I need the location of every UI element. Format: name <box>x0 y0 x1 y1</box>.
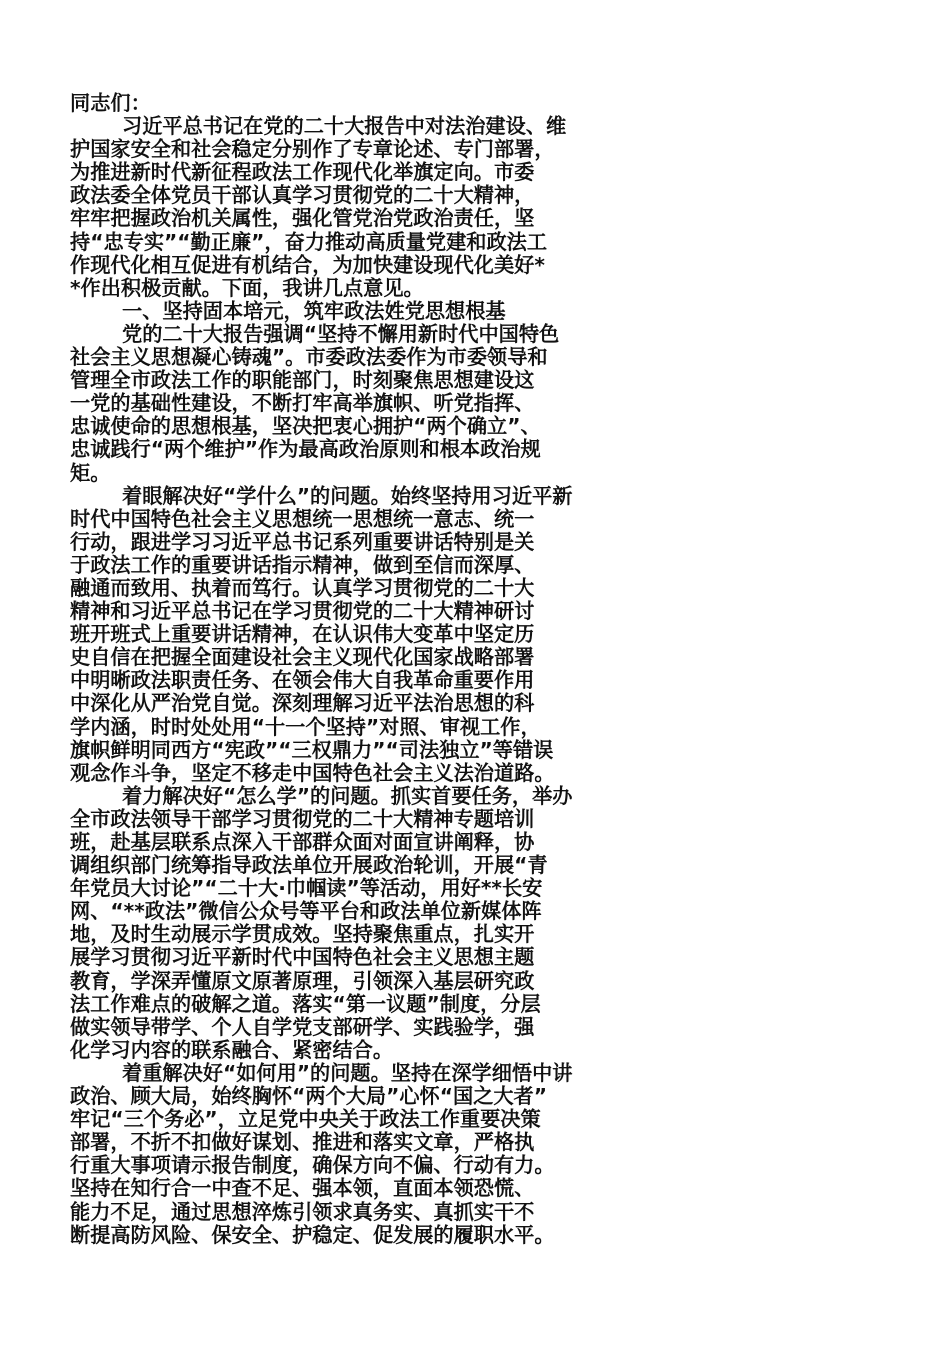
text-line: 政法委全体党员干部认真学习贯彻党的二十大精神， <box>70 183 535 208</box>
text-line: 能力不足，通过思想淬炼引领求真务实、真抓实干不 <box>70 1199 535 1224</box>
text-line: 学内涵，时时处处用“十一个坚持”对照、审视工作， <box>70 714 541 739</box>
text-line: 断提高防风险、保安全、护稳定、促发展的履职水平。 <box>70 1222 555 1247</box>
text-line: 地，及时生动展示学贯成效。坚持聚焦重点，扎实开 <box>70 922 535 947</box>
text-line: 年党员大讨论”“二十大·巾帼读”等活动，用好**长安 <box>70 876 543 901</box>
text-line: 展学习贯彻习近平新时代中国特色社会主义思想主题 <box>70 945 535 970</box>
text-line: 矩。 <box>70 460 111 485</box>
document-body <box>70 92 900 1247</box>
text-line: 忠诚践行“两个维护”作为最高政治原则和根本政治规 <box>70 437 541 462</box>
text-line: 做实领导带学、个人自学党支部研学、实践验学，强 <box>70 1014 535 1039</box>
text-line: 精神和习近平总书记在学习贯彻党的二十大精神研讨 <box>70 599 535 624</box>
text-line: 时代中国特色社会主义思想统一思想统一意志、统一 <box>70 506 535 531</box>
text-line: 化学习内容的联系融合、紧密结合。 <box>70 1037 394 1062</box>
text-line: 为推进新时代新征程政法工作现代化举旗定向。市委 <box>70 160 535 185</box>
text-line: 全市政法领导干部学习贯彻党的二十大精神专题培训 <box>70 806 535 831</box>
text-line: 作现代化相互促进有机结合，为加快建设现代化美好* <box>70 252 545 277</box>
text-line: 于政法工作的重要讲话指示精神，做到至信而深厚、 <box>70 552 535 577</box>
text-line: 牢牢把握政治机关属性，强化管党治党政治责任，坚 <box>70 206 535 231</box>
text-line: 行动，跟进学习习近平总书记系列重要讲话特别是关 <box>70 529 535 554</box>
text-line: 坚持在知行合一中查不足、强本领，直面本领恐慌、 <box>70 1176 535 1201</box>
text-line: 着力解决好“怎么学”的问题。抓实首要任务，举办 <box>122 783 573 808</box>
text-line: 调组织部门统筹指导政法单位开展政治轮训，开展“青 <box>70 853 548 878</box>
text-line: 习近平总书记在党的二十大报告中对法治建设、维 <box>122 114 567 139</box>
text-line: 牢记“三个务必”，立足党中央关于政法工作重要决策 <box>70 1107 541 1132</box>
text-line: 部署，不折不扣做好谋划、推进和落实文章，严格执 <box>70 1130 535 1155</box>
text-line: 旗帜鲜明同西方“宪政”“三权鼎力”“司法独立”等错误 <box>70 737 554 762</box>
text-line: 政治、顾大局，始终胸怀“两个大局”心怀“国之大者” <box>70 1084 548 1109</box>
text-line: 护国家安全和社会稳定分别作了专章论述、专门部署， <box>70 137 555 162</box>
text-line: 史自信在把握全面建设社会主义现代化国家战略部署 <box>70 645 535 670</box>
text-line: 教育，学深弄懂原文原著原理，引领深入基层研究政 <box>70 968 535 993</box>
text-line: 班开班式上重要讲话精神，在认识伟大变革中坚定历 <box>70 622 535 647</box>
text-line: 行重大事项请示报告制度，确保方向不偏、行动有力。 <box>70 1153 555 1178</box>
text-line: 着重解决好“如何用”的问题。坚持在深学细悟中讲 <box>122 1060 573 1085</box>
text-line: 党的二十大报告强调“坚持不懈用新时代中国特色 <box>122 321 560 346</box>
text-line: 社会主义思想凝心铸魂”。市委政法委作为市委领导和 <box>70 345 548 370</box>
text-line: 同志们： <box>70 91 151 115</box>
text-line: 观念作斗争，坚定不移走中国特色社会主义法治道路。 <box>70 760 555 785</box>
text-line: 中明晰政法职责任务、在领会伟大自我革命重要作用 <box>70 668 535 693</box>
text-line: 管理全市政法工作的职能部门，时刻聚焦思想建设这 <box>70 368 535 393</box>
text-line: 融通而致用、执着而笃行。认真学习贯彻党的二十大 <box>70 575 535 600</box>
text-line: 持“忠专实”“勤正廉”，奋力推动高质量党建和政法工 <box>70 229 548 254</box>
text-line: 忠诚使命的思想根基，坚决把衷心拥护“两个确立”、 <box>70 414 541 439</box>
text-line: 中深化从严治党自觉。深刻理解习近平法治思想的科 <box>70 691 535 716</box>
text-line: 一、坚持固本培元，筑牢政法姓党思想根基 <box>122 298 506 323</box>
text-line: 班，赴基层联系点深入干部群众面对面宣讲阐释，协 <box>70 830 535 854</box>
text-line: 着眼解决好“学什么”的问题。始终坚持用习近平新 <box>122 483 573 508</box>
text-line: 法工作难点的破解之道。落实“第一议题”制度，分层 <box>70 991 541 1016</box>
text-line: 一党的基础性建设，不断打牢高举旗帜、听党指挥、 <box>70 391 535 416</box>
text-line: 网、“**政法”微信公众号等平台和政法单位新媒体阵 <box>70 899 542 924</box>
text-line: *作出积极贡献。下面，我讲几点意见。 <box>70 275 424 300</box>
